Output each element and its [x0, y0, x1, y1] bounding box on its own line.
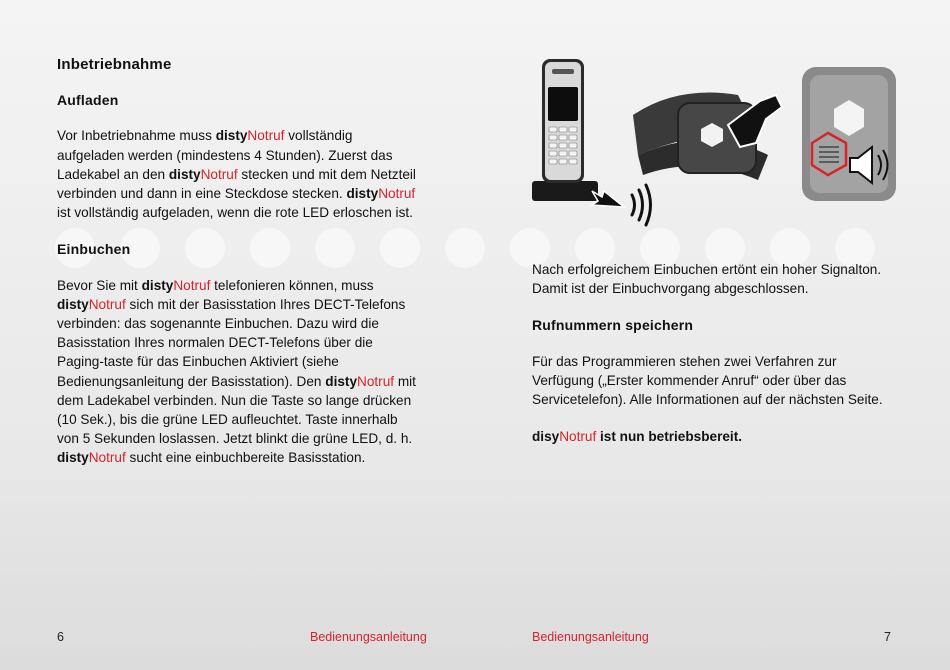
registration-paragraph: Bevor Sie mit distyNotruf telefonieren können, muss distyNotruf sich mit der Basisstation Ihres DECT-Telefons verbinden: das sogenannte Einbuchen. Dazu wird die Basisstation Ihres normalen DECT-Telefons über die Paging-taste für das Einbuchen Aktiviert (siehe Bedienungsanleitung der Basisstation). Den distyNotruf mit dem Ladekabel verbinden. Nun die Taste so lange drücken (10 Sek.), bis die grüne LED aufleuchtet. Taste innerhalb von 5 Sekunden loslassen. Jetzt blinkt die grüne LED, d. h. distyNotruf sucht eine einbuchbereite Basisstation.: [57, 277, 416, 466]
brand-name: disty: [215, 128, 248, 144]
page-number-right: 7: [884, 630, 891, 644]
charging-paragraph: Vor Inbetriebnahme muss distyNotruf vollständig aufgeladen werden (mindestens 4 Stunden). Zuerst das Ladekabel an den distyNotruf stecken und mit dem Netzteil verbinden und dann in eine Steckdose stecken. distyNotruf ist vollständig aufgeladen, wenn die rote LED erloschen ist.: [57, 128, 416, 221]
brand-name-red: Notruf: [247, 128, 285, 144]
registration-complete-paragraph: Nach erfolgreichem Einbuchen ertönt ein hoher Signalton. Damit ist der Einbuchvorgang abgeschlossen.: [532, 262, 882, 297]
page-title: Inbetriebnahme: [57, 56, 172, 73]
footer-doc-title-left: Bedienungsanleitung: [310, 630, 427, 644]
product-illustration: [528, 55, 928, 230]
sound-waves-icon: [632, 185, 651, 225]
footer-doc-title-right: Bedienungsanleitung: [532, 630, 649, 644]
dect-phone-image: [532, 59, 598, 201]
section-heading-save-numbers: Rufnummern speichern: [532, 317, 694, 334]
device-closeup-image: [802, 67, 896, 201]
section-heading-registration: Einbuchen: [57, 241, 131, 258]
arrow-icon: [592, 191, 624, 207]
right-page-content: [532, 260, 892, 464]
ready-statement: disyNotruf ist nun betriebsbereit.: [532, 429, 743, 445]
programming-paragraph: Für das Programmieren stehen zwei Verfahren zur Verfügung („Erster kommender Anruf“ oder über das Servicetelefon). Alle Informationen auf der nächsten Seite.: [532, 353, 883, 408]
page-number-left: 6: [57, 630, 64, 644]
left-page-content: [57, 55, 417, 486]
section-heading-charging: Aufladen: [57, 92, 119, 109]
